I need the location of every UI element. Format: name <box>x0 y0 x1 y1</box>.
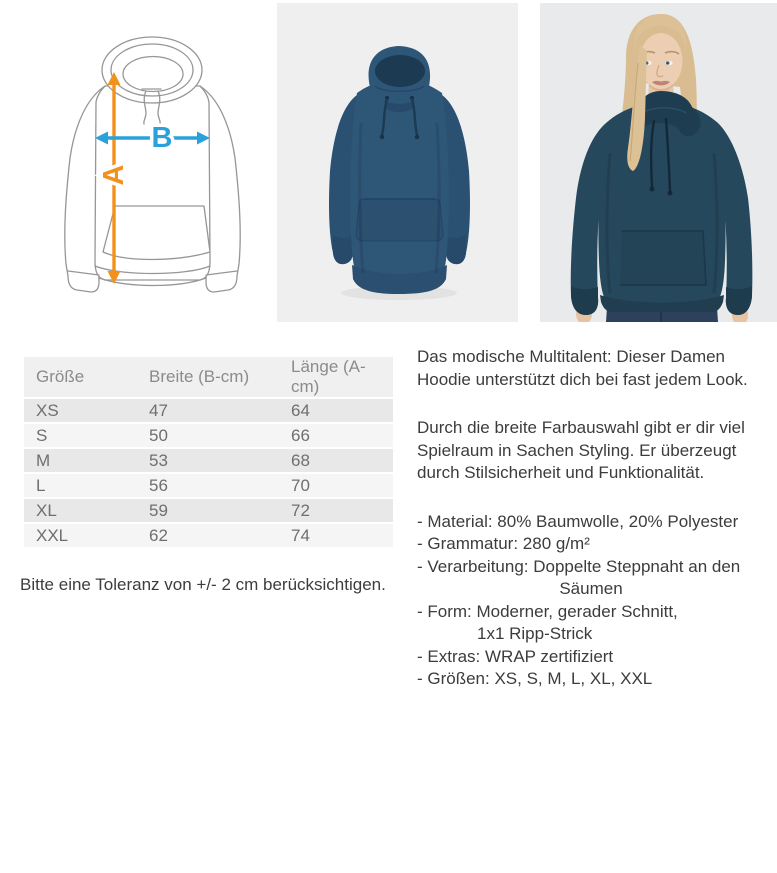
table-row-xl <box>24 498 393 523</box>
laenge-cell: 74 <box>279 523 393 548</box>
size-cell: M <box>24 448 137 473</box>
description-bullet-verarbeitung-cont: Säumen <box>559 579 623 598</box>
model-wearing-hoodie-illustration <box>540 3 777 322</box>
tolerance-note: Bitte eine Toleranz von +/- 2 cm berücksichtigen. <box>20 575 386 594</box>
description-gap <box>417 391 765 417</box>
size-cell: XS <box>24 398 137 423</box>
description-bullet-material: - Material: 80% Baumwolle, 20% Polyester <box>417 511 739 531</box>
laenge-cell: 66 <box>279 423 393 448</box>
laenge-cell: 68 <box>279 448 393 473</box>
size-cell: XXL <box>24 523 137 548</box>
description-bullet-form: - Form: Moderner, gerader Schnitt, <box>417 601 678 621</box>
description-line: Das modische Multitalent: Dieser Damen <box>417 347 726 366</box>
flat-hoodie-pocket <box>356 199 443 241</box>
flat-hoodie-illustration <box>277 3 518 322</box>
description-line: durch Stilsicherheit und Funktionalität. <box>417 463 705 482</box>
label-b: B <box>151 122 173 154</box>
description-bullet-groessen: - Größen: XS, S, M, L, XL, XXL <box>417 669 653 688</box>
description-line: Spielraum in Sachen Styling. Er überzeugt <box>417 440 737 460</box>
product-description <box>417 346 765 691</box>
breite-cell: 59 <box>137 498 279 523</box>
breite-cell: 53 <box>137 448 279 473</box>
table-row-m <box>24 448 393 473</box>
description-bullet-verarbeitung: - Verarbeitung: Doppelte Steppnaht an den <box>417 556 741 576</box>
breite-cell: 56 <box>137 473 279 498</box>
description-bullet-grammatur: - Grammatur: 280 g/m² <box>417 534 590 553</box>
diagram-pocket <box>103 206 210 260</box>
description-line: Durch die breite Farbauswahl gibt er dir viel <box>417 418 745 437</box>
table-row-xs <box>24 398 393 423</box>
breite-cell: 50 <box>137 423 279 448</box>
size-cell: S <box>24 423 137 448</box>
laenge-cell: 70 <box>279 473 393 498</box>
hoodie-measurement-diagram <box>58 25 258 310</box>
label-a: A <box>98 164 130 186</box>
product-photo-model[interactable] <box>540 3 777 322</box>
breite-cell: 47 <box>137 398 279 423</box>
breite-cell: 62 <box>137 523 279 548</box>
table-row-s <box>24 423 393 448</box>
description-gap <box>417 485 765 511</box>
diagram-hood-opening <box>123 57 183 92</box>
laenge-cell: 64 <box>279 398 393 423</box>
table-row-l <box>24 473 393 498</box>
description-bullet-form-cont: 1x1 Ripp-Strick <box>477 624 593 643</box>
size-diagram-image[interactable] <box>58 25 258 310</box>
description-line: Hoodie unterstützt dich bei fast jedem Look. <box>417 369 748 389</box>
product-photo-flat[interactable] <box>277 3 518 322</box>
table-row-xxl <box>24 523 393 548</box>
col-header-breite: Breite (B-cm) <box>137 357 279 398</box>
size-table <box>24 357 393 549</box>
size-cell: L <box>24 473 137 498</box>
col-header-laenge: Länge (A-cm) <box>279 357 393 398</box>
laenge-cell: 72 <box>279 498 393 523</box>
size-cell: XL <box>24 498 137 523</box>
size-table-header-row <box>24 357 393 398</box>
description-bullet-extras: - Extras: WRAP zertifiziert <box>417 646 614 666</box>
col-header-groesse: Größe <box>24 357 137 398</box>
